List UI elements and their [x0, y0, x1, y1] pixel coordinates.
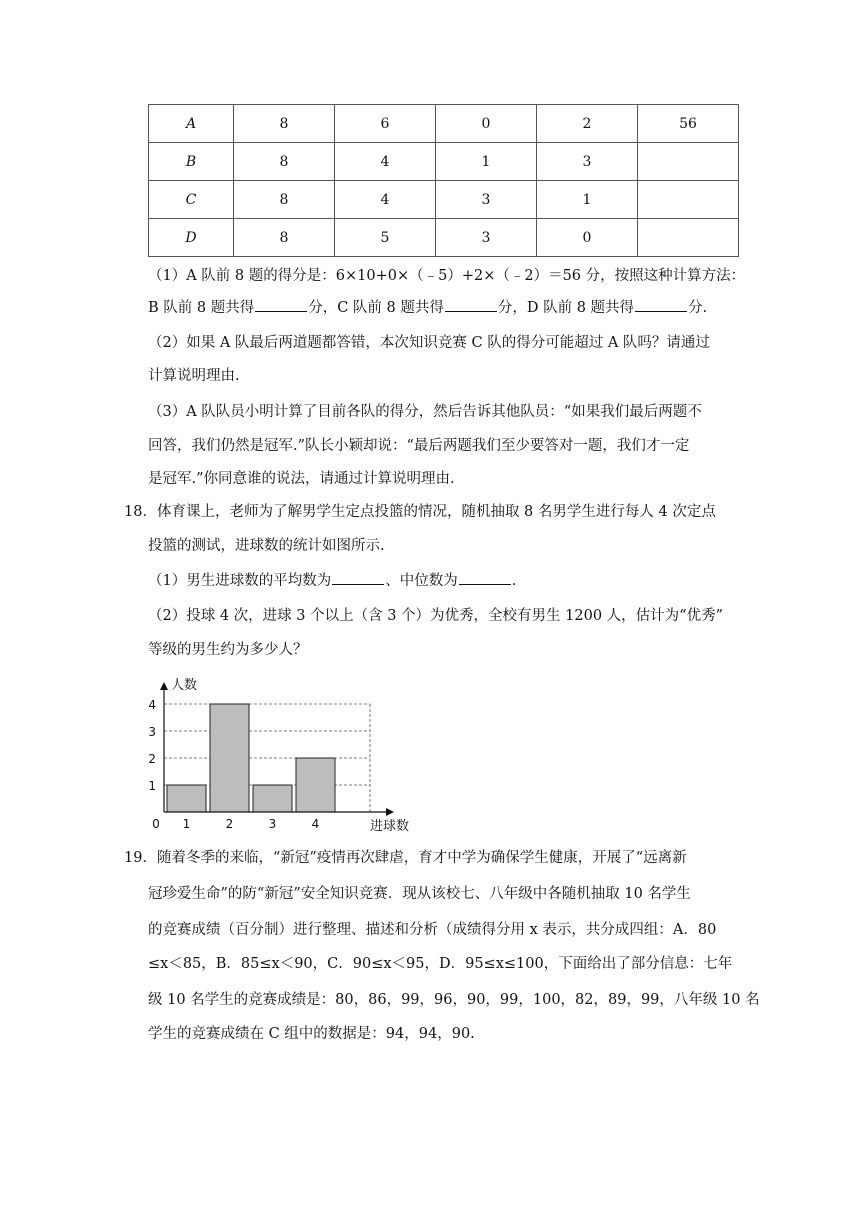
- y-tick-label: 3: [148, 725, 156, 739]
- q17-part3-line2: 回答，我们仍然是冠军.”队长小颖却说：“最后两题我们至少要答对一题，我们才一定: [148, 438, 690, 454]
- table-cell: 1: [436, 143, 537, 181]
- table-row: [149, 143, 739, 181]
- x-axis-label: 进球数: [370, 819, 410, 834]
- q17-part1-line2: [148, 297, 707, 318]
- table-row: [149, 219, 739, 257]
- q19-line1: 19．随着冬季的来临，“新冠”疫情再次肆虐，育才中学为确保学生健康，开展了“远离新: [124, 850, 687, 866]
- bar: [253, 785, 292, 812]
- origin-label: 0: [152, 817, 160, 831]
- bar: [167, 785, 206, 812]
- table-cell: 8: [234, 181, 335, 219]
- q17-text: 分.: [688, 300, 708, 316]
- q18-line1: 18．体育课上，老师为了解男学生定点投篮的情况，随机抽取 8 名男学生进行每人 4 次定点: [124, 504, 716, 520]
- x-tick-label: 4: [311, 817, 320, 831]
- table-cell: 6: [335, 105, 436, 143]
- q17-part2-line2: 计算说明理由.: [148, 368, 240, 384]
- table-cell: 0: [436, 105, 537, 143]
- table-cell: 8: [234, 105, 335, 143]
- x-tick-label: 2: [225, 817, 234, 831]
- q17-part3-line3: 是冠军.”你同意谁的说法，请通过计算说明理由.: [148, 471, 455, 487]
- table-cell: 56: [638, 105, 739, 143]
- q19-line6: 学生的竞赛成绩在 C 组中的数据是：94，94，90.: [148, 1026, 475, 1042]
- q18-part2-line2: 等级的男生约为多少人？: [148, 642, 308, 658]
- answer-blank-b[interactable]: [255, 297, 307, 312]
- table-cell: 3: [537, 143, 638, 181]
- team-cell: C: [149, 181, 234, 219]
- table-cell: 4: [335, 143, 436, 181]
- y-tick-label: 4: [148, 698, 156, 712]
- answer-blank-median[interactable]: [459, 570, 511, 585]
- table-cell: 8: [234, 143, 335, 181]
- q18-text: 、中位数为: [385, 573, 458, 589]
- bar: [210, 704, 249, 812]
- y-axis-label: 人数: [171, 678, 198, 693]
- table-cell: 0: [537, 219, 638, 257]
- q18-text: （1）男生进球数的平均数为: [148, 573, 332, 589]
- table-cell: 4: [335, 181, 436, 219]
- x-tick-label: 1: [182, 817, 191, 831]
- x-axis-arrow: [386, 808, 394, 816]
- q18-part2-line1: （2）投球 4 次，进球 3 个以上（含 3 个）为优秀，全校有男生 1200 人，估计为“优秀”: [148, 608, 723, 624]
- q19-line3: 的竞赛成绩（百分制）进行整理、描述和分析（成绩得分用 x 表示，共分成四组：A．80: [148, 922, 717, 938]
- y-axis-arrow: [160, 682, 168, 690]
- q19-line5: 级 10 名学生的竞赛成绩是：80，86，99，96，90，99，100，82，89，99，八年级 10 名: [148, 992, 760, 1008]
- table-row: [149, 181, 739, 219]
- y-tick-label: 1: [148, 779, 156, 793]
- table-cell: 3: [436, 219, 537, 257]
- table-cell: 1: [537, 181, 638, 219]
- table-cell: [638, 181, 739, 219]
- answer-blank-mean[interactable]: [332, 570, 384, 585]
- q17-text: 分，D 队前 8 题共得: [497, 300, 635, 316]
- table-cell: 3: [436, 181, 537, 219]
- team-cell: D: [149, 219, 234, 257]
- table-cell: 5: [335, 219, 436, 257]
- q17-part2-line1: （2）如果 A 队最后两道题都答错，本次知识竞赛 C 队的得分可能超过 A 队吗？请通过: [148, 335, 710, 351]
- y-tick-label: 2: [148, 752, 156, 766]
- bar: [296, 758, 335, 812]
- table-row: [149, 105, 739, 143]
- answer-blank-d[interactable]: [635, 297, 687, 312]
- table-cell: 2: [537, 105, 638, 143]
- bar-chart: [144, 676, 414, 836]
- q17-part1-line1: （1）A 队前 8 题的得分是：6×10+0×（﹣5）+2×（﹣2）＝56 分，按照这种计算方法：: [148, 268, 746, 284]
- team-cell: A: [149, 105, 234, 143]
- q19-line2: 冠珍爱生命”的防“新冠”安全知识竞赛．现从该校七、八年级中各随机抽取 10 名学生: [148, 886, 691, 902]
- x-tick-label: 3: [268, 817, 277, 831]
- table-cell: [638, 143, 739, 181]
- table-cell: [638, 219, 739, 257]
- score-table: [148, 104, 739, 257]
- q17-text: 分，C 队前 8 题共得: [308, 300, 444, 316]
- answer-blank-c[interactable]: [445, 297, 497, 312]
- table-cell: 8: [234, 219, 335, 257]
- team-cell: B: [149, 143, 234, 181]
- q19-line4: ≤x＜85，B．85≤x＜90，C．90≤x＜95，D．95≤x≤100，下面给出了部分信息：七年: [148, 956, 733, 972]
- q18-text: .: [511, 573, 517, 589]
- q18-part1: [148, 570, 516, 591]
- q17-text: B 队前 8 题共得: [148, 300, 255, 316]
- q17-part3-line1: （3）A 队队员小明计算了目前各队的得分，然后告诉其他队员：“如果我们最后两题不: [148, 404, 702, 420]
- q18-line2: 投篮的测试，进球数的统计如图所示.: [148, 538, 385, 554]
